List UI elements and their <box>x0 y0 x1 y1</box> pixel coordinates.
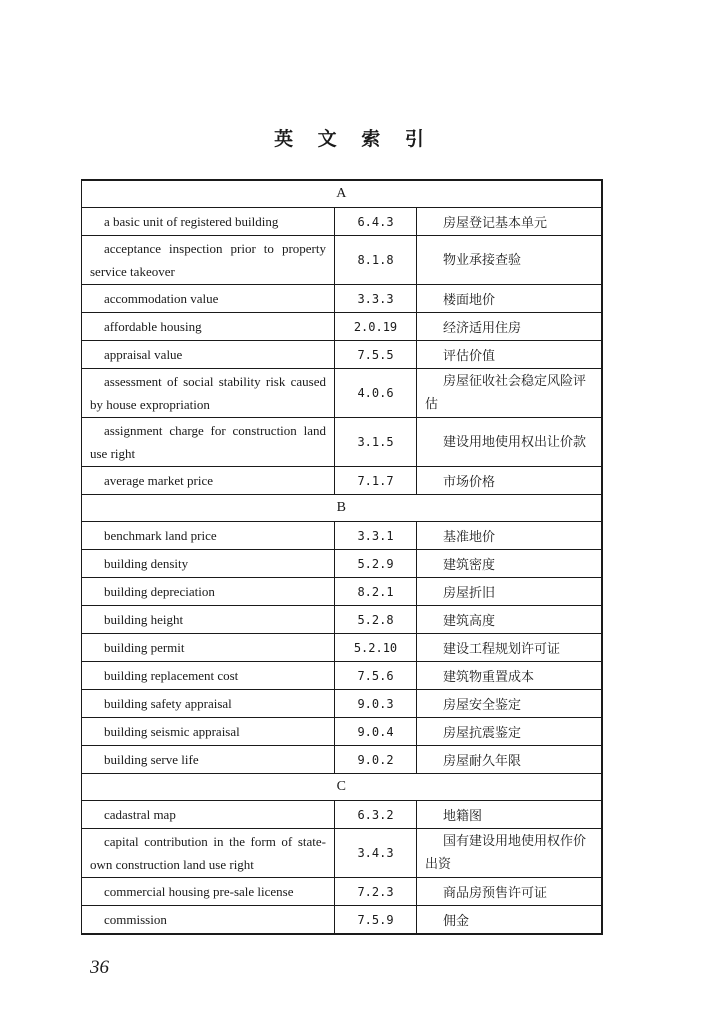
clause-number: 9.0.4 <box>335 718 417 746</box>
english-term: building safety appraisal <box>82 690 335 718</box>
english-term: appraisal value <box>82 341 335 369</box>
section-header-row <box>82 774 602 801</box>
chinese-term: 经济适用住房 <box>417 313 602 341</box>
chinese-term: 房屋登记基本单元 <box>417 208 602 236</box>
clause-number: 7.2.3 <box>335 878 417 906</box>
clause-number: 7.5.5 <box>335 341 417 369</box>
clause-number: 8.2.1 <box>335 578 417 606</box>
english-term: building height <box>82 606 335 634</box>
english-term: commission <box>82 906 335 935</box>
clause-number: 4.0.6 <box>335 369 417 418</box>
english-term: building serve life <box>82 746 335 774</box>
index-entry-row <box>82 801 602 829</box>
page-number: 36 <box>90 957 109 978</box>
index-entry-row <box>82 690 602 718</box>
chinese-term: 佣金 <box>417 906 602 935</box>
chinese-term: 商品房预售许可证 <box>417 878 602 906</box>
index-entry-row <box>82 285 602 313</box>
clause-number: 7.5.6 <box>335 662 417 690</box>
chinese-term: 建筑物重置成本 <box>417 662 602 690</box>
section-letter: A <box>82 180 602 208</box>
index-entry-row <box>82 718 602 746</box>
chinese-term: 评估价值 <box>417 341 602 369</box>
english-term: capital contribution in the form of state-own construction land use right <box>82 829 335 878</box>
index-title: 英 文 索 引 <box>274 128 433 150</box>
chinese-term: 地籍图 <box>417 801 602 829</box>
index-entry-row <box>82 578 602 606</box>
index-entry-row <box>82 662 602 690</box>
index-entry-row <box>82 467 602 495</box>
clause-number: 5.2.10 <box>335 634 417 662</box>
chinese-term: 基准地价 <box>417 522 602 550</box>
english-term: a basic unit of registered building <box>82 208 335 236</box>
clause-number: 6.3.2 <box>335 801 417 829</box>
clause-number: 3.3.3 <box>335 285 417 313</box>
index-entry-row <box>82 341 602 369</box>
chinese-term: 市场价格 <box>417 467 602 495</box>
chinese-term: 建筑密度 <box>417 550 602 578</box>
chinese-term: 房屋抗震鉴定 <box>417 718 602 746</box>
index-table <box>81 179 603 935</box>
chinese-term: 楼面地价 <box>417 285 602 313</box>
clause-number: 5.2.8 <box>335 606 417 634</box>
clause-number: 3.3.1 <box>335 522 417 550</box>
english-term: building depreciation <box>82 578 335 606</box>
clause-number: 3.4.3 <box>335 829 417 878</box>
index-entry-row <box>82 418 602 467</box>
english-term: building density <box>82 550 335 578</box>
chinese-term: 房屋安全鉴定 <box>417 690 602 718</box>
chinese-term: 房屋征收社会稳定风险评估 <box>417 369 602 418</box>
clause-number: 2.0.19 <box>335 313 417 341</box>
section-header-row <box>82 180 602 208</box>
english-term: building seismic appraisal <box>82 718 335 746</box>
clause-number: 9.0.2 <box>335 746 417 774</box>
chinese-term: 物业承接查验 <box>417 236 602 285</box>
chinese-term: 国有建设用地使用权作价出资 <box>417 829 602 878</box>
chinese-term: 房屋折旧 <box>417 578 602 606</box>
clause-number: 7.1.7 <box>335 467 417 495</box>
clause-number: 3.1.5 <box>335 418 417 467</box>
english-term: assessment of social stability risk caused by house expropriation <box>82 369 335 418</box>
index-entry-row <box>82 313 602 341</box>
english-term: commercial housing pre-sale license <box>82 878 335 906</box>
english-term: assignment charge for construction land use right <box>82 418 335 467</box>
section-letter: C <box>82 774 602 801</box>
clause-number: 8.1.8 <box>335 236 417 285</box>
english-term: cadastral map <box>82 801 335 829</box>
index-entry-row <box>82 829 602 878</box>
english-term: average market price <box>82 467 335 495</box>
section-header-row <box>82 495 602 522</box>
chinese-term: 房屋耐久年限 <box>417 746 602 774</box>
clause-number: 6.4.3 <box>335 208 417 236</box>
index-entry-row <box>82 746 602 774</box>
index-entry-row <box>82 878 602 906</box>
english-term: benchmark land price <box>82 522 335 550</box>
chinese-term: 建筑高度 <box>417 606 602 634</box>
english-term: building permit <box>82 634 335 662</box>
english-term: affordable housing <box>82 313 335 341</box>
index-entry-row <box>82 634 602 662</box>
index-entry-row <box>82 606 602 634</box>
index-entry-row <box>82 208 602 236</box>
chinese-term: 建设用地使用权出让价款 <box>417 418 602 467</box>
clause-number: 9.0.3 <box>335 690 417 718</box>
chinese-term: 建设工程规划许可证 <box>417 634 602 662</box>
english-term: building replacement cost <box>82 662 335 690</box>
clause-number: 7.5.9 <box>335 906 417 935</box>
index-entry-row <box>82 906 602 935</box>
index-entry-row <box>82 236 602 285</box>
index-entry-row <box>82 522 602 550</box>
english-term: accommodation value <box>82 285 335 313</box>
clause-number: 5.2.9 <box>335 550 417 578</box>
index-entry-row <box>82 369 602 418</box>
index-entry-row <box>82 550 602 578</box>
section-letter: B <box>82 495 602 522</box>
english-term: acceptance inspection prior to property service takeover <box>82 236 335 285</box>
